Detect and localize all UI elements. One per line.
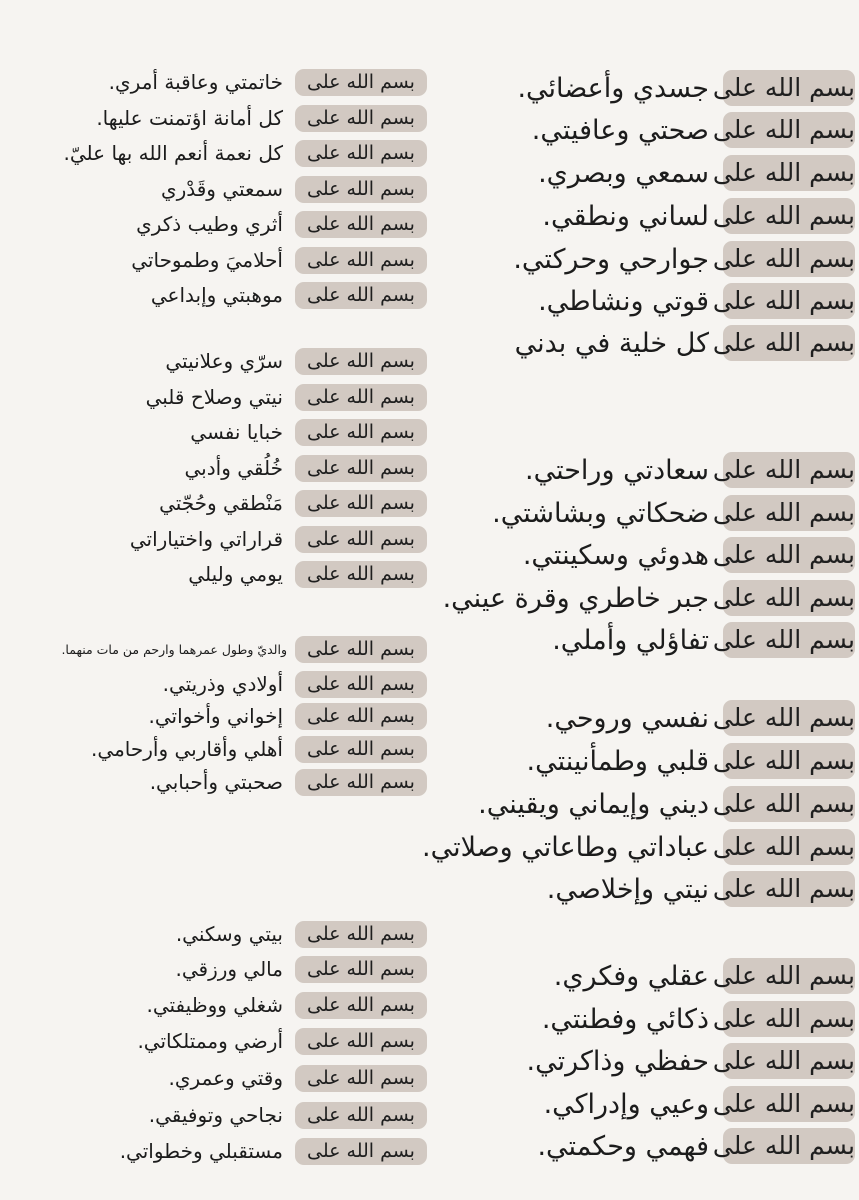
dua-text: ضحكاتي وبشاشتي. [492, 497, 709, 529]
basmala-label: بسم الله على [723, 786, 855, 822]
dua-text: خُلُقي وأدبي [184, 456, 283, 480]
left-block1-line [96, 105, 427, 132]
left-block4-line [120, 1138, 427, 1165]
dua-text: جوارحي وحركتي. [513, 243, 709, 275]
dua-text: لساني ونطقي. [542, 200, 709, 232]
dua-text: موهبتي وإبداعي [150, 283, 283, 307]
left-block4-line [176, 921, 427, 948]
basmala-label: بسم الله على [723, 495, 855, 531]
basmala-label: بسم الله على [295, 526, 427, 553]
right-block1-line [542, 198, 855, 234]
basmala-label: بسم الله على [295, 69, 427, 96]
left-block1-line [161, 176, 427, 203]
basmala-label: بسم الله على [295, 140, 427, 167]
basmala-label: بسم الله على [723, 1001, 855, 1037]
dua-text: شغلي ووظيفتي. [146, 993, 283, 1017]
basmala-label: بسم الله على [295, 769, 427, 796]
basmala-label: بسم الله على [295, 921, 427, 948]
dua-text: يومي وليلي [188, 562, 283, 586]
dua-text: نيتي وصلاح قلبي [145, 385, 283, 409]
basmala-label: بسم الله على [295, 384, 427, 411]
basmala-label: بسم الله على [723, 112, 855, 148]
dua-text: سعادتي وراحتي. [524, 454, 709, 486]
basmala-label: بسم الله على [723, 241, 855, 277]
right-block4-line [526, 1043, 855, 1079]
basmala-label: بسم الله على [723, 1043, 855, 1079]
left-block2-line [165, 348, 427, 375]
basmala-label: بسم الله على [723, 452, 855, 488]
left-block1-line [151, 282, 427, 309]
left-block2-line [190, 419, 427, 446]
dua-text: عقلي وفكري. [553, 960, 709, 992]
left-block1-line [109, 69, 427, 96]
right-block1-line [538, 155, 855, 191]
dua-text: مَنْطقي وحُجّتي [159, 491, 283, 515]
left-block4-line [176, 956, 428, 983]
left-block2-line [130, 526, 427, 553]
dua-text: كل أمانة اؤتمنت عليها. [96, 106, 283, 130]
basmala-label: بسم الله على [295, 561, 427, 588]
left-block3-line [149, 703, 427, 730]
dua-text: خبايا نفسي [190, 420, 283, 444]
basmala-label: بسم الله على [295, 211, 427, 238]
basmala-label: بسم الله على [295, 992, 427, 1019]
left-block3-line [61, 636, 427, 663]
basmala-label: بسم الله على [723, 537, 855, 573]
dua-text: أرضي وممتلكاتي. [137, 1029, 283, 1053]
dua-text: صحتي وعافيتي. [531, 114, 709, 146]
dua-text: حفظي وذاكرتي. [526, 1045, 709, 1077]
dua-text: مالي ورزقي. [175, 957, 283, 981]
dua-text: تفاؤلي وأملي. [552, 624, 709, 656]
basmala-label: بسم الله على [295, 348, 427, 375]
basmala-label: بسم الله على [723, 743, 855, 779]
dua-text: أولادي وذريتي. [162, 672, 283, 696]
right-block3-line [422, 829, 855, 865]
basmala-label: بسم الله على [295, 636, 427, 663]
basmala-label: بسم الله على [295, 736, 427, 763]
basmala-label: بسم الله على [723, 622, 855, 658]
basmala-label: بسم الله على [295, 703, 427, 730]
dua-text: سمعتي وقَدْري [160, 177, 283, 201]
right-block2-line [443, 580, 855, 616]
dua-text: ذكائي وفطنتي. [541, 1003, 709, 1035]
dua-text: وقتي وعمري. [168, 1066, 283, 1090]
dua-text: سمعي وبصري. [538, 157, 709, 189]
right-block4-line [554, 958, 855, 994]
right-block3-line [546, 700, 855, 736]
left-block1-line [136, 211, 427, 238]
right-block4-line [544, 1086, 855, 1122]
dua-text: نفسي وروحي. [545, 702, 709, 734]
left-block4-line [137, 1028, 427, 1055]
dua-text: كل خلية في بدني [514, 327, 709, 359]
left-block1-line [131, 247, 427, 274]
left-block1-line [64, 140, 428, 167]
right-block3-line [527, 743, 856, 779]
basmala-label: بسم الله على [295, 282, 427, 309]
basmala-label: بسم الله على [295, 247, 427, 274]
right-block4-line [542, 1001, 855, 1037]
left-block2-line [159, 490, 427, 517]
dua-text: إخواني وأخواتي. [148, 704, 283, 728]
dua-text: أثري وطيب ذكري [136, 212, 283, 236]
basmala-label: بسم الله على [723, 700, 855, 736]
dua-text: صحبتي وأحبابي. [149, 770, 283, 794]
basmala-label: بسم الله على [723, 70, 855, 106]
basmala-label: بسم الله على [295, 419, 427, 446]
dua-text: بيتي وسكني. [175, 922, 283, 946]
dua-text: نيتي وإخلاصي. [546, 873, 709, 905]
basmala-label: بسم الله على [295, 1138, 427, 1165]
basmala-label: بسم الله على [295, 455, 427, 482]
dua-text: مستقبلي وخطواتي. [119, 1139, 283, 1163]
right-block1-line [538, 283, 855, 319]
basmala-label: بسم الله على [295, 1065, 427, 1092]
right-block2-line [525, 452, 855, 488]
basmala-label: بسم الله على [723, 1128, 855, 1164]
dua-text: قراراتي واختياراتي [129, 527, 283, 551]
basmala-label: بسم الله على [295, 671, 427, 698]
basmala-label: بسم الله على [723, 283, 855, 319]
left-block2-line [185, 455, 428, 482]
basmala-label: بسم الله على [723, 580, 855, 616]
left-block4-line [149, 1102, 427, 1129]
dua-text: جسدي وأعضائي. [517, 72, 709, 104]
dua-text: قلبي وطمأنينتي. [526, 745, 709, 777]
basmala-label: بسم الله على [723, 1086, 855, 1122]
basmala-label: بسم الله على [295, 956, 427, 983]
right-block3-line [478, 786, 855, 822]
dua-text: خاتمتي وعاقبة أمري. [108, 70, 283, 94]
left-block2-line [188, 561, 427, 588]
left-block3-line [91, 736, 427, 763]
dua-text: جبر خاطري وقرة عيني. [442, 582, 709, 614]
basmala-label: بسم الله على [295, 1028, 427, 1055]
dua-text: أحلاميَ وطموحاتي [131, 248, 283, 272]
basmala-label: بسم الله على [723, 829, 855, 865]
right-block3-line [547, 871, 855, 907]
dua-text: هدوئي وسكينتي. [522, 539, 709, 571]
right-block1-line [532, 112, 855, 148]
left-block2-line [146, 384, 427, 411]
basmala-label: بسم الله على [723, 155, 855, 191]
right-block2-line [492, 495, 855, 531]
dua-text: وعيي وإدراكي. [543, 1088, 709, 1120]
right-block2-line [552, 622, 855, 658]
basmala-label: بسم الله على [295, 1102, 427, 1129]
basmala-label: بسم الله على [295, 490, 427, 517]
basmala-label: بسم الله على [295, 105, 427, 132]
dua-text: قوتي ونشاطي. [538, 285, 709, 317]
basmala-label: بسم الله على [723, 871, 855, 907]
dua-text: سرّي وعلانيتي [165, 349, 283, 373]
basmala-label: بسم الله على [723, 198, 855, 234]
right-block1-line [517, 70, 855, 106]
right-block1-line [515, 325, 855, 361]
dua-text: والديّ وطول عمرهما وارحم من مات منهما. [61, 641, 287, 657]
basmala-label: بسم الله على [723, 958, 855, 994]
left-block4-line [169, 1065, 427, 1092]
dua-text: أهلي وأقاربي وأرحامي. [91, 737, 283, 761]
dua-text: ديني وإيماني ويقيني. [478, 788, 709, 820]
left-block4-line [146, 992, 427, 1019]
right-block2-line [523, 537, 855, 573]
basmala-label: بسم الله على [295, 176, 427, 203]
basmala-label: بسم الله على [723, 325, 855, 361]
dua-text: عباداتي وطاعاتي وصلاتي. [422, 831, 709, 863]
right-block1-line [513, 241, 855, 277]
left-block3-line [163, 671, 427, 698]
right-block4-line [537, 1128, 855, 1164]
dua-text: فهمي وحكمتي. [537, 1130, 709, 1162]
left-block3-line [150, 769, 427, 796]
dua-text: نجاحي وتوفيقي. [148, 1103, 283, 1127]
dua-text: كل نعمة أنعم الله بها عليّ. [63, 141, 283, 165]
